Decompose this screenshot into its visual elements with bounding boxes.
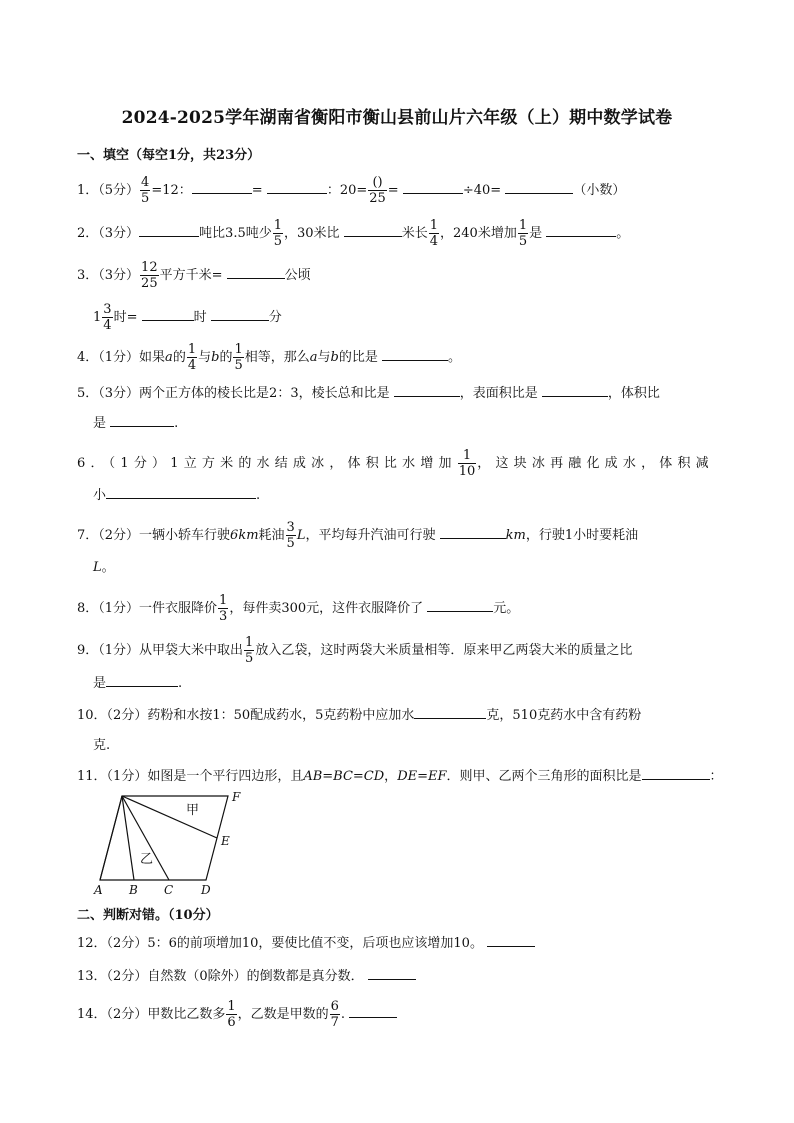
label-E: E: [221, 834, 230, 848]
question-7: 7．（2分）一辆小轿车行驶6km耗油 $\frac{3}{5}$ L，平均每升汽油可行驶 km，行驶1小时要耗油: [77, 520, 639, 551]
answer-blank[interactable]: [349, 1004, 397, 1018]
label-A: A: [94, 883, 103, 897]
question-6-line-2: 小 .: [93, 485, 260, 506]
label-C: C: [164, 883, 174, 897]
answer-blank[interactable]: [505, 180, 573, 194]
question-1: 1．（5分） $\frac{4}{5}$ =12： = ：20= $\frac{()}{25}$ = ÷40= （小数）: [77, 175, 626, 206]
question-5: 5．（3分）两个正方体的棱长比是2：3，棱长总和比是 ，表面积比是 ，体积比: [77, 383, 717, 404]
answer-blank[interactable]: [394, 383, 460, 397]
question-3-part-2: 1 $\frac{3}{4}$ 时= 时 分: [93, 302, 282, 333]
fraction: $\frac{3}{5}$: [286, 520, 295, 551]
question-2: 2．（3分） 吨比3.5吨少 $\frac{1}{5}$ ，30米比 米长 $\frac{1}{4}$ ，240米增加 $\frac{1}{5}$ 是 。: [77, 218, 630, 249]
fraction: $\frac{1}{4}$: [187, 342, 197, 373]
answer-blank[interactable]: [110, 413, 174, 427]
answer-blank[interactable]: [267, 180, 327, 194]
question-14: 14．（2分）甲数比乙数多 $\frac{1}{6}$ ，乙数是甲数的 $\frac{6}{7}$ .: [77, 999, 397, 1030]
answer-blank[interactable]: [642, 766, 710, 780]
fraction: $\frac{1}{5}$: [273, 218, 283, 249]
answer-blank[interactable]: [414, 705, 486, 719]
question-11: 11．（1分）如图是一个平行四边形，且AB=BC=CD，DE=EF．则甲、乙两个三角形的面积比是 ：: [77, 766, 723, 787]
section-fill-blank-heading: 一、填空（每空1分，共23分）: [77, 148, 261, 163]
fraction: $\frac{()}{25}$: [369, 175, 386, 206]
question-3: 3．（3分） $\frac{12}{25}$ 平方千米= 公顷: [77, 260, 311, 291]
answer-blank[interactable]: [368, 966, 416, 980]
question-10: 10．（2分）药粉和水按1：50配成药水，5克药粉中应加水 克，510克药水中含有药粉: [77, 705, 641, 726]
answer-blank[interactable]: [427, 598, 493, 612]
question-9-line-2: 是 .: [93, 673, 182, 694]
fraction: $\frac{1}{10}$: [458, 448, 476, 479]
answer-blank[interactable]: [487, 933, 535, 947]
label-jia: 甲: [186, 803, 200, 818]
segment-top-to-E: [122, 796, 217, 838]
question-10-line-2: 克.: [93, 738, 111, 753]
segment-top-to-C: [122, 796, 169, 880]
fraction: $\frac{1}{6}$: [227, 999, 236, 1030]
question-13: 13．（2分）自然数（0除外）的倒数都是真分数．: [77, 966, 416, 987]
question-8: 8．（1分）一件衣服降价 $\frac{1}{3}$ ，每件卖300元，这件衣服降价了 元。: [77, 593, 520, 624]
segment-A-to-top: [100, 796, 122, 880]
answer-blank[interactable]: [403, 180, 463, 194]
parallelogram-figure: [88, 788, 258, 898]
fraction: $\frac{4}{5}$: [141, 175, 150, 206]
fraction: $\frac{3}{4}$: [103, 302, 112, 333]
fraction: $\frac{1}{4}$: [429, 218, 438, 249]
answer-blank[interactable]: [546, 223, 616, 237]
answer-blank[interactable]: [382, 347, 448, 361]
answer-blank[interactable]: [211, 307, 269, 321]
answer-blank[interactable]: [542, 383, 608, 397]
answer-blank[interactable]: [106, 673, 178, 687]
question-4: 4．（1分）如果a的 $\frac{1}{4}$ 与b的 $\frac{1}{5}$ 相等，那么a与b的比是 。: [77, 342, 462, 373]
fraction: $\frac{1}{5}$: [245, 635, 254, 666]
question-7-line-2: L。: [93, 560, 115, 575]
answer-blank[interactable]: [139, 223, 199, 237]
fraction: $\frac{1}{3}$: [219, 593, 228, 624]
section-true-false-heading: 二、判断对错。（10分）: [77, 908, 219, 923]
label-yi: 乙: [140, 852, 154, 867]
answer-blank[interactable]: [440, 525, 506, 539]
answer-blank[interactable]: [106, 485, 256, 499]
fraction: $\frac{12}{25}$: [141, 260, 158, 291]
question-9: 9．（1分）从甲袋大米中取出 $\frac{1}{5}$ 放入乙袋，这时两袋大米质量相等．原来甲乙两袋大米的质量之比: [77, 635, 633, 666]
label-B: B: [129, 883, 138, 897]
question-6: 6．（1分）1立方米的水结成冰，体积比水增加 $\frac{1}{10}$ ，这块冰再融化成水，体积减: [77, 448, 714, 479]
fraction: $\frac{1}{5}$: [518, 218, 528, 249]
label-D: D: [201, 883, 211, 897]
exam-title: 2024-2025学年湖南省衡阳市衡山县前山片六年级（上）期中数学试卷: [121, 108, 673, 128]
answer-blank[interactable]: [227, 265, 285, 279]
answer-blank[interactable]: [192, 180, 252, 194]
question-5-line-2: 是 .: [93, 413, 178, 434]
fraction: $\frac{6}{7}$: [330, 999, 339, 1030]
fraction: $\frac{1}{5}$: [234, 342, 243, 373]
answer-blank[interactable]: [344, 223, 402, 237]
segment-top-to-B: [122, 796, 134, 880]
label-F: F: [232, 790, 241, 804]
question-12: 12．（2分）5：6的前项增加10，要使比值不变，后项也应该增加10。: [77, 933, 535, 954]
answer-blank[interactable]: [142, 307, 194, 321]
